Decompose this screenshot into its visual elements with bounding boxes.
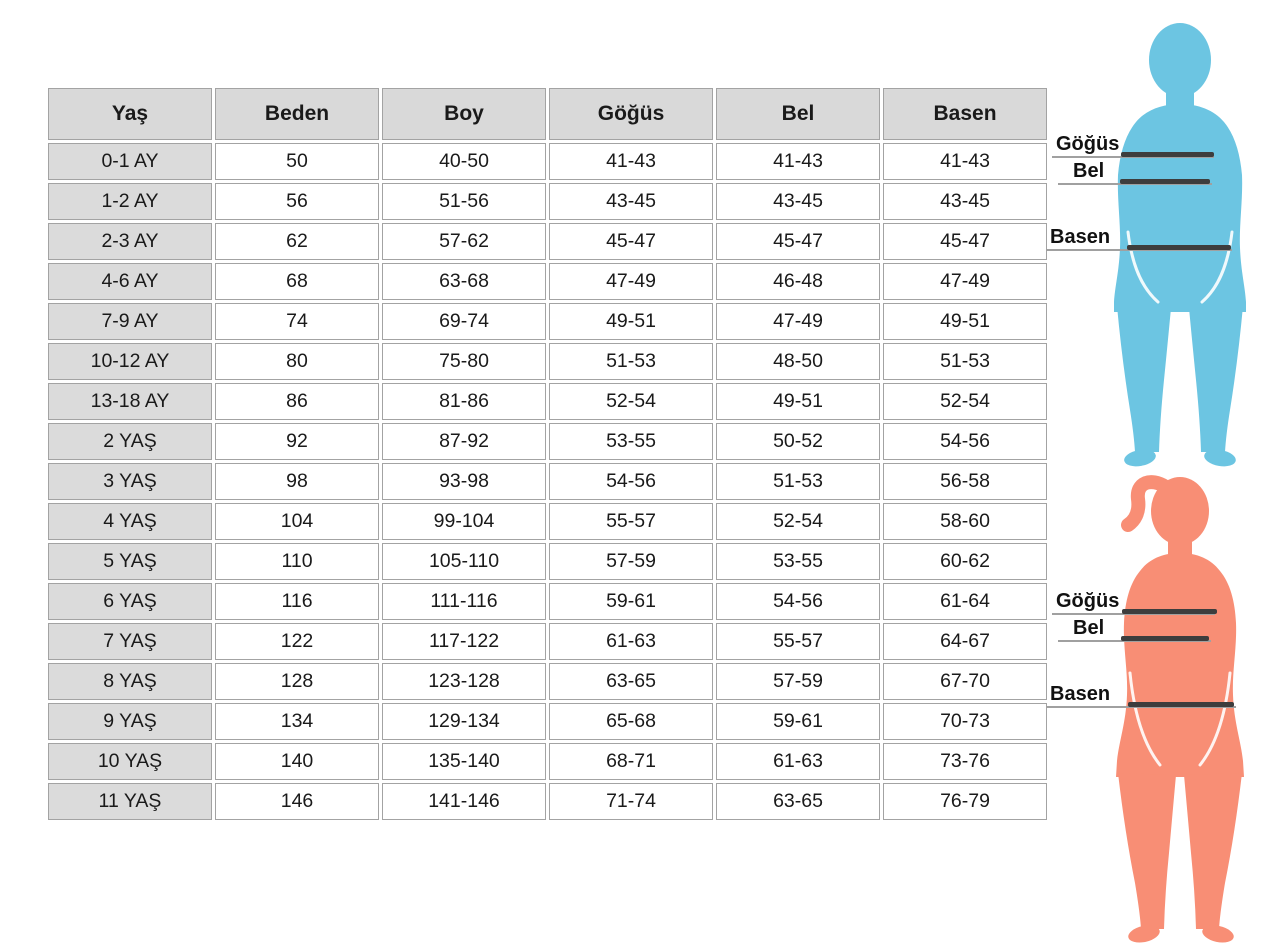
value-cell: 40-50	[382, 143, 546, 180]
value-cell: 64-67	[883, 623, 1047, 660]
table-row	[48, 623, 1047, 660]
value-cell: 41-43	[716, 143, 880, 180]
value-cell: 51-53	[716, 463, 880, 500]
value-cell: 55-57	[716, 623, 880, 660]
value-cell: 92	[215, 423, 379, 460]
value-cell: 76-79	[883, 783, 1047, 820]
size-table	[45, 85, 1050, 823]
value-cell: 41-43	[549, 143, 713, 180]
age-cell: 9 YAŞ	[48, 703, 212, 740]
value-cell: 71-74	[549, 783, 713, 820]
age-cell: 11 YAŞ	[48, 783, 212, 820]
age-cell: 3 YAŞ	[48, 463, 212, 500]
age-cell: 13-18 AY	[48, 383, 212, 420]
age-cell: 1-2 AY	[48, 183, 212, 220]
value-cell: 53-55	[549, 423, 713, 460]
hip-measure-line-child	[1127, 245, 1231, 250]
value-cell: 68	[215, 263, 379, 300]
chest-measure-line-child	[1121, 152, 1214, 157]
header-row	[48, 88, 1047, 140]
value-cell: 98	[215, 463, 379, 500]
value-cell: 67-70	[883, 663, 1047, 700]
value-cell: 48-50	[716, 343, 880, 380]
value-cell: 54-56	[549, 463, 713, 500]
age-cell: 8 YAŞ	[48, 663, 212, 700]
age-cell: 7 YAŞ	[48, 623, 212, 660]
table-row	[48, 343, 1047, 380]
value-cell: 93-98	[382, 463, 546, 500]
table-row	[48, 143, 1047, 180]
value-cell: 62	[215, 223, 379, 260]
waist-measure-line-child	[1120, 179, 1210, 184]
girl-left-leg	[1118, 773, 1176, 929]
table-row	[48, 663, 1047, 700]
value-cell: 41-43	[883, 143, 1047, 180]
value-cell: 57-59	[549, 543, 713, 580]
girl-silhouette-figure	[1102, 473, 1258, 945]
chest-label-child: Göğüs	[1056, 133, 1120, 155]
value-cell: 70-73	[883, 703, 1047, 740]
value-cell: 104	[215, 503, 379, 540]
value-cell: 122	[215, 623, 379, 660]
table-row	[48, 583, 1047, 620]
waist-label-child: Bel	[1073, 160, 1105, 182]
value-cell: 45-47	[549, 223, 713, 260]
value-cell: 80	[215, 343, 379, 380]
silhouette-left-leg	[1117, 306, 1171, 452]
girl-right-leg	[1184, 773, 1242, 929]
value-cell: 63-65	[549, 663, 713, 700]
hip-measure-line-girl	[1128, 702, 1234, 707]
chest-measure-line-girl	[1122, 609, 1217, 614]
value-cell: 54-56	[716, 583, 880, 620]
value-cell: 58-60	[883, 503, 1047, 540]
value-cell: 52-54	[549, 383, 713, 420]
value-cell: 50-52	[716, 423, 880, 460]
column-header-height: Boy	[382, 88, 546, 140]
column-header-age: Yaş	[48, 88, 212, 140]
value-cell: 74	[215, 303, 379, 340]
table-row	[48, 463, 1047, 500]
table-row	[48, 263, 1047, 300]
table-row	[48, 703, 1047, 740]
value-cell: 73-76	[883, 743, 1047, 780]
value-cell: 52-54	[883, 383, 1047, 420]
value-cell: 123-128	[382, 663, 546, 700]
value-cell: 129-134	[382, 703, 546, 740]
age-cell: 10 YAŞ	[48, 743, 212, 780]
column-header-hip: Basen	[883, 88, 1047, 140]
value-cell: 81-86	[382, 383, 546, 420]
value-cell: 56-58	[883, 463, 1047, 500]
value-cell: 61-64	[883, 583, 1047, 620]
value-cell: 55-57	[549, 503, 713, 540]
table-row	[48, 783, 1047, 820]
table-row	[48, 743, 1047, 780]
value-cell: 59-61	[549, 583, 713, 620]
table-row	[48, 303, 1047, 340]
value-cell: 47-49	[716, 303, 880, 340]
value-cell: 51-53	[549, 343, 713, 380]
value-cell: 61-63	[549, 623, 713, 660]
value-cell: 111-116	[382, 583, 546, 620]
age-cell: 2 YAŞ	[48, 423, 212, 460]
age-cell: 0-1 AY	[48, 143, 212, 180]
value-cell: 54-56	[883, 423, 1047, 460]
column-header-waist: Bel	[716, 88, 880, 140]
value-cell: 49-51	[883, 303, 1047, 340]
value-cell: 51-56	[382, 183, 546, 220]
table-row	[48, 543, 1047, 580]
column-header-size: Beden	[215, 88, 379, 140]
table-row	[48, 183, 1047, 220]
age-cell: 6 YAŞ	[48, 583, 212, 620]
value-cell: 52-54	[716, 503, 880, 540]
silhouette-torso	[1114, 104, 1246, 312]
column-header-chest: Göğüs	[549, 88, 713, 140]
value-cell: 43-45	[716, 183, 880, 220]
value-cell: 43-45	[883, 183, 1047, 220]
table-row	[48, 383, 1047, 420]
waist-measure-line-girl	[1121, 636, 1209, 641]
age-cell: 4-6 AY	[48, 263, 212, 300]
value-cell: 134	[215, 703, 379, 740]
value-cell: 63-65	[716, 783, 880, 820]
hip-label-child: Basen	[1050, 226, 1111, 248]
value-cell: 105-110	[382, 543, 546, 580]
value-cell: 60-62	[883, 543, 1047, 580]
value-cell: 110	[215, 543, 379, 580]
age-cell: 5 YAŞ	[48, 543, 212, 580]
value-cell: 47-49	[549, 263, 713, 300]
table-row	[48, 423, 1047, 460]
value-cell: 75-80	[382, 343, 546, 380]
value-cell: 86	[215, 383, 379, 420]
value-cell: 53-55	[716, 543, 880, 580]
value-cell: 68-71	[549, 743, 713, 780]
value-cell: 49-51	[549, 303, 713, 340]
value-cell: 99-104	[382, 503, 546, 540]
table-row	[48, 223, 1047, 260]
age-cell: 2-3 AY	[48, 223, 212, 260]
value-cell: 65-68	[549, 703, 713, 740]
value-cell: 59-61	[716, 703, 880, 740]
age-cell: 7-9 AY	[48, 303, 212, 340]
value-cell: 146	[215, 783, 379, 820]
value-cell: 45-47	[883, 223, 1047, 260]
value-cell: 69-74	[382, 303, 546, 340]
value-cell: 50	[215, 143, 379, 180]
table-row	[48, 503, 1047, 540]
age-cell: 4 YAŞ	[48, 503, 212, 540]
value-cell: 46-48	[716, 263, 880, 300]
value-cell: 140	[215, 743, 379, 780]
value-cell: 141-146	[382, 783, 546, 820]
chest-label-girl: Göğüs	[1056, 590, 1120, 612]
value-cell: 57-59	[716, 663, 880, 700]
value-cell: 43-45	[549, 183, 713, 220]
value-cell: 87-92	[382, 423, 546, 460]
girl-torso	[1116, 553, 1244, 777]
size-table-header	[48, 88, 1047, 140]
value-cell: 116	[215, 583, 379, 620]
value-cell: 56	[215, 183, 379, 220]
hip-label-girl: Basen	[1050, 683, 1111, 705]
size-table-body	[48, 143, 1047, 820]
value-cell: 49-51	[716, 383, 880, 420]
value-cell: 57-62	[382, 223, 546, 260]
waist-label-girl: Bel	[1073, 617, 1105, 639]
value-cell: 61-63	[716, 743, 880, 780]
value-cell: 117-122	[382, 623, 546, 660]
value-cell: 45-47	[716, 223, 880, 260]
age-cell: 10-12 AY	[48, 343, 212, 380]
value-cell: 51-53	[883, 343, 1047, 380]
silhouette-right-leg	[1189, 306, 1243, 452]
value-cell: 128	[215, 663, 379, 700]
value-cell: 135-140	[382, 743, 546, 780]
value-cell: 47-49	[883, 263, 1047, 300]
value-cell: 63-68	[382, 263, 546, 300]
